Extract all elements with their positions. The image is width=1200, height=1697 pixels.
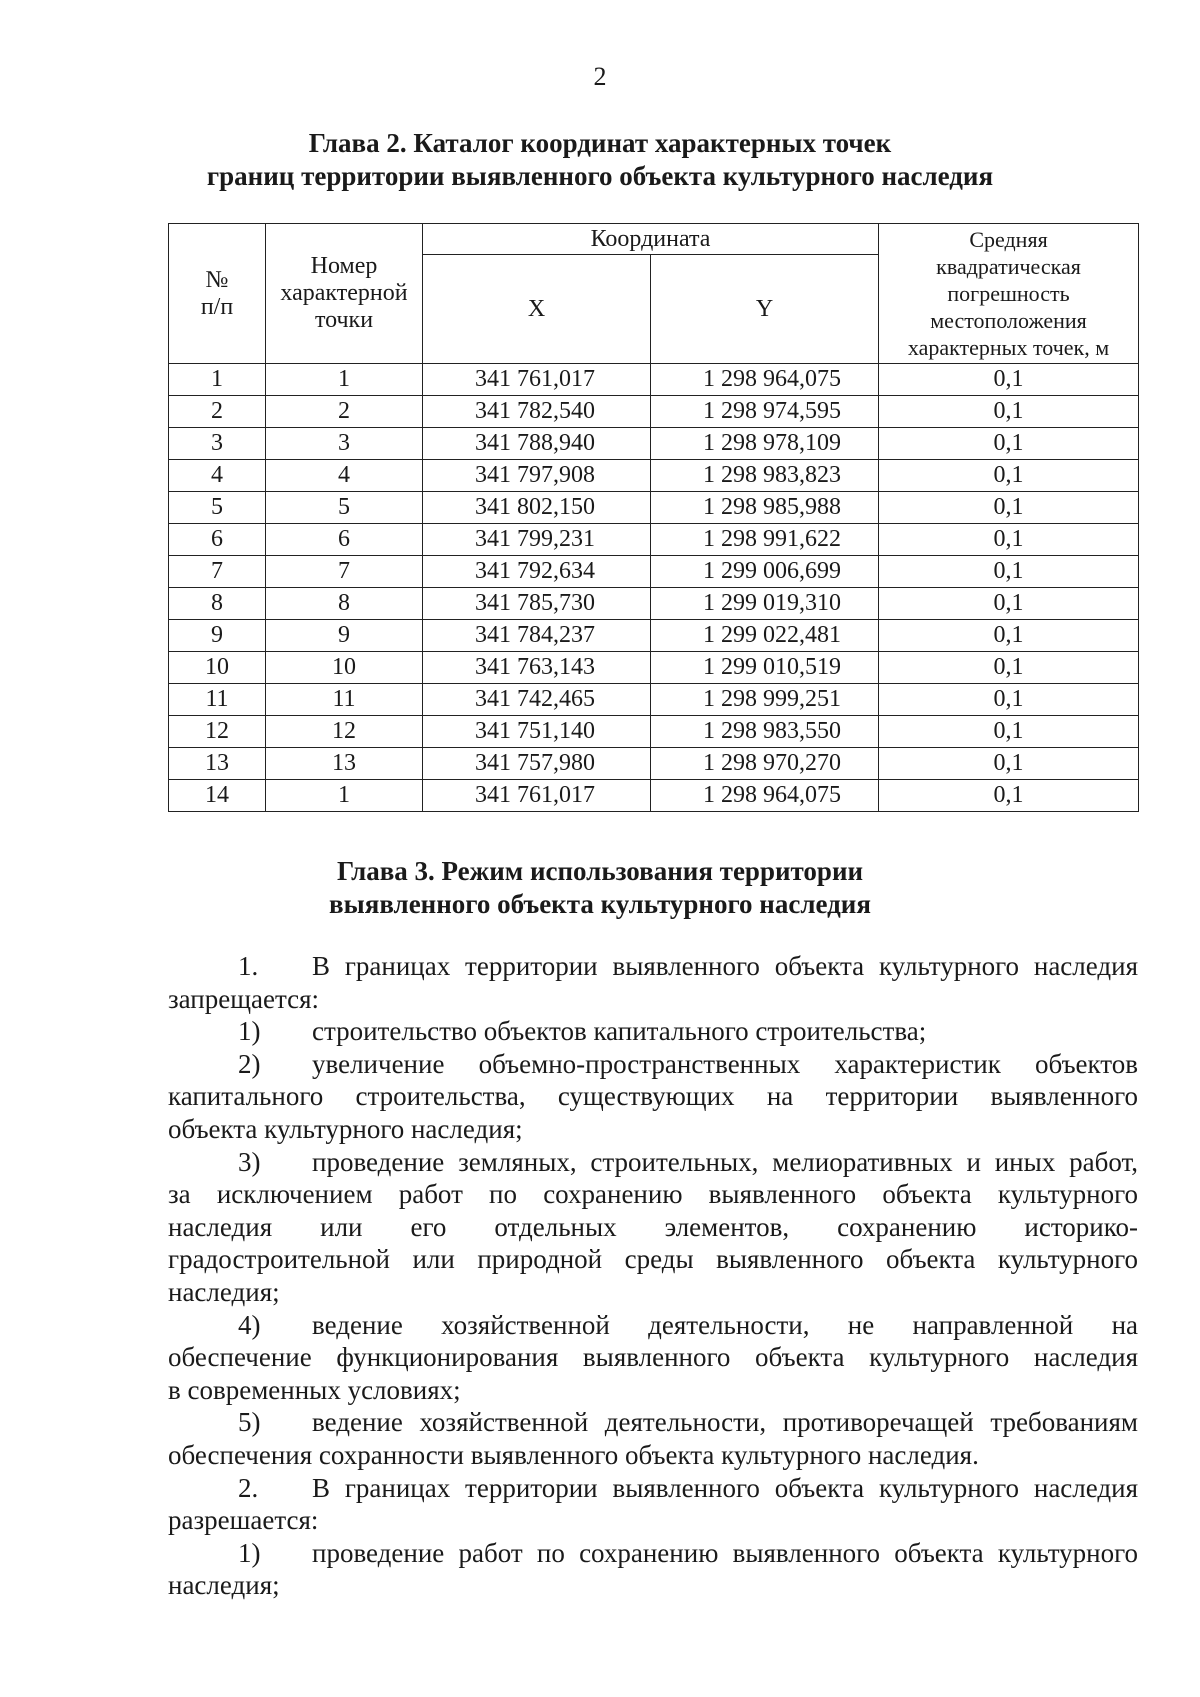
header-number-line2: п/п [200,293,234,320]
cell-number: 3 [169,428,266,460]
header-number-line1: № [205,266,229,293]
paragraph-line [168,1472,1138,1505]
paragraph-text: запрещается: [168,983,320,1014]
paragraph-line [168,983,1138,1016]
cell-number: 12 [169,716,266,748]
cell-x: 341 763,143 [423,652,651,684]
paragraph-marker: 2. [238,1472,259,1503]
paragraph-line [168,1146,1138,1179]
cell-error: 0,1 [879,364,1139,396]
header-error-line5: характерных точек, м [907,335,1110,360]
cell-y: 1 299 022,481 [651,620,879,652]
header-coordinate: Координата [423,224,879,255]
table-row [169,556,1139,588]
paragraph-marker: 1) [238,1016,261,1047]
cell-error: 0,1 [879,780,1139,812]
paragraph-line [168,1178,1138,1211]
cell-y: 1 298 964,075 [651,780,879,812]
cell-x: 341 788,940 [423,428,651,460]
cell-x: 341 751,140 [423,716,651,748]
table-row [169,588,1139,620]
header-point-line3: точки [314,307,374,333]
paragraph-line [168,1341,1138,1374]
paragraph-line [168,950,1138,983]
cell-y: 1 298 970,270 [651,748,879,780]
cell-x: 341 785,730 [423,588,651,620]
cell-point: 4 [266,460,423,492]
paragraph [168,1309,1138,1407]
chapter2-title-line1: Глава 2. Каталог координат характерных точек [308,128,892,158]
cell-point: 1 [266,780,423,812]
chapter2-title [0,127,1200,193]
paragraph-text: проведение работ по сохранению выявленного объекта культурного [312,1537,1138,1568]
paragraph-line [168,1243,1138,1276]
paragraph-text: капитального строительства, существующих на территории выявленного [168,1081,1138,1112]
table-row [169,652,1139,684]
paragraph-text: обеспечения сохранности выявленного объекта культурного наследия. [168,1439,979,1470]
cell-point: 3 [266,428,423,460]
table-row [169,396,1139,428]
table-row [169,716,1139,748]
paragraph-line [168,1374,1138,1407]
header-number [169,224,266,364]
table-row [169,748,1139,780]
paragraph-line [168,1015,1138,1048]
cell-x: 341 799,231 [423,524,651,556]
cell-number: 11 [169,684,266,716]
cell-error: 0,1 [879,396,1139,428]
paragraph [168,1406,1138,1471]
cell-point: 5 [266,492,423,524]
cell-x: 341 742,465 [423,684,651,716]
paragraph-text: наследия; [168,1570,280,1601]
paragraph-line [168,1537,1138,1570]
paragraph-marker: 4) [238,1309,261,1340]
paragraph-text: увеличение объемно-пространственных характеристик объектов [312,1048,1138,1079]
body-text [168,950,1138,1602]
cell-y: 1 298 978,109 [651,428,879,460]
cell-error: 0,1 [879,524,1139,556]
cell-point: 13 [266,748,423,780]
cell-x: 341 797,908 [423,460,651,492]
paragraph-marker: 3) [238,1146,261,1177]
cell-x: 341 782,540 [423,396,651,428]
cell-number: 14 [169,780,266,812]
paragraph-text: в современных условиях; [168,1374,461,1405]
cell-point: 10 [266,652,423,684]
paragraph-text: разрешается: [168,1505,319,1536]
paragraph-marker: 1. [238,951,259,981]
cell-point: 6 [266,524,423,556]
cell-y: 1 298 983,823 [651,460,879,492]
cell-point: 2 [266,396,423,428]
cell-y: 1 299 006,699 [651,556,879,588]
cell-point: 11 [266,684,423,716]
cell-error: 0,1 [879,428,1139,460]
paragraph-line [168,1309,1138,1342]
cell-y: 1 298 991,622 [651,524,879,556]
cell-error: 0,1 [879,748,1139,780]
cell-number: 7 [169,556,266,588]
cell-point: 7 [266,556,423,588]
paragraph [168,1048,1138,1146]
cell-x: 341 792,634 [423,556,651,588]
cell-number: 4 [169,460,266,492]
cell-y: 1 298 964,075 [651,364,879,396]
paragraph-text: ведение хозяйственной деятельности, противоречащей требованиям [312,1407,1138,1438]
paragraph-text: объекта культурного наследия; [168,1113,523,1144]
paragraph-marker: 5) [238,1407,261,1438]
table-body [169,364,1139,812]
header-point-line1: Номер [310,253,378,279]
paragraph [168,950,1138,1015]
cell-number: 13 [169,748,266,780]
cell-x: 341 784,237 [423,620,651,652]
cell-error: 0,1 [879,716,1139,748]
cell-number: 2 [169,396,266,428]
cell-number: 6 [169,524,266,556]
paragraph-text: В границах территории выявленного объекта культурного наследия [312,1472,1138,1503]
header-error-line3: погрешность [947,281,1070,306]
paragraph [168,1472,1138,1537]
paragraph [168,1146,1138,1309]
cell-number: 10 [169,652,266,684]
cell-point: 1 [266,364,423,396]
page-number: 2 [593,62,607,91]
paragraph-line [168,1080,1138,1113]
paragraph-text: обеспечение функционирования выявленного объекта культурного наследия [168,1342,1138,1373]
paragraph-line [168,1211,1138,1244]
header-x: X [423,255,651,364]
cell-number: 5 [169,492,266,524]
paragraph-line [168,1569,1138,1602]
cell-point: 12 [266,716,423,748]
paragraph [168,1015,1138,1048]
paragraph-text: В границах территории выявленного объекта культурного наследия [312,951,1138,981]
paragraph-line [168,1504,1138,1537]
cell-error: 0,1 [879,492,1139,524]
cell-y: 1 299 019,310 [651,588,879,620]
header-error [879,224,1139,364]
paragraph-text: наследия или его отдельных элементов, сохранению историко- [168,1211,1138,1242]
coordinates-table [168,223,1139,812]
cell-y: 1 298 974,595 [651,396,879,428]
cell-error: 0,1 [879,684,1139,716]
paragraph [168,1537,1138,1602]
table-row [169,620,1139,652]
header-point [266,224,423,364]
cell-error: 0,1 [879,652,1139,684]
paragraph-line [168,1406,1138,1439]
paragraph-line [168,1113,1138,1146]
cell-number: 9 [169,620,266,652]
paragraph-text: наследия; [168,1276,280,1307]
table-row [169,364,1139,396]
cell-point: 9 [266,620,423,652]
cell-number: 8 [169,588,266,620]
table-row [169,780,1139,812]
header-error-line1: Средняя [969,227,1048,252]
table-row [169,524,1139,556]
cell-x: 341 802,150 [423,492,651,524]
cell-x: 341 761,017 [423,364,651,396]
cell-y: 1 299 010,519 [651,652,879,684]
chapter2-title-line2: границ территории выявленного объекта культурного наследия [206,161,994,191]
chapter3-title [0,855,1200,921]
table-row [169,492,1139,524]
paragraph-text: проведение земляных, строительных, мелиоративных и иных работ, [312,1146,1138,1177]
header-error-line4: местоположения [930,308,1087,333]
paragraph-text: ведение хозяйственной деятельности, не направленной на [312,1309,1138,1340]
paragraph-marker: 2) [238,1048,261,1079]
paragraph-line [168,1048,1138,1081]
paragraph-line [168,1439,1138,1472]
chapter3-title-line2: выявленного объекта культурного наследия [329,889,871,919]
paragraph-marker: 1) [238,1537,261,1568]
cell-x: 341 761,017 [423,780,651,812]
paragraph-text: строительство объектов капитального строительства; [312,1016,927,1047]
paragraph-line [168,1276,1138,1309]
paragraph-text: за исключением работ по сохранению выявленного объекта культурного [168,1179,1138,1210]
table-row [169,428,1139,460]
table-row [169,684,1139,716]
paragraph-text: градостроительной или природной среды выявленного объекта культурного [168,1244,1138,1275]
chapter3-title-line1: Глава 3. Режим использования территории [336,856,864,886]
table-row [169,460,1139,492]
cell-y: 1 298 983,550 [651,716,879,748]
cell-y: 1 298 985,988 [651,492,879,524]
header-point-line2: характерной [280,280,408,306]
cell-point: 8 [266,588,423,620]
header-y: Y [651,255,879,364]
cell-error: 0,1 [879,588,1139,620]
header-error-line2: квадратическая [936,254,1081,279]
cell-error: 0,1 [879,460,1139,492]
cell-number: 1 [169,364,266,396]
cell-error: 0,1 [879,556,1139,588]
cell-y: 1 298 999,251 [651,684,879,716]
cell-x: 341 757,980 [423,748,651,780]
cell-error: 0,1 [879,620,1139,652]
